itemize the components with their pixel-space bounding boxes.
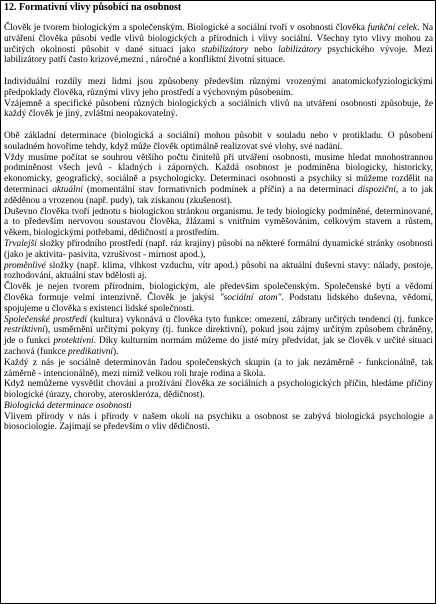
document-title: 12. Formativní vlivy působící na osobnost: [4, 2, 182, 13]
paragraph-psyche-biology: Duševno člověka tvoří jednotu s biologickou stránkou organismu. Je tedy biologicky podmíněné, determinované, a to především nervovou soustavou člověka, žlázami s vnitřním vyměšováním, celkovým stavem a růstem, věkem, biologickými potřebami, dědičností a prostředím.: [4, 206, 433, 239]
paragraph-mutual-influence: Vzájemně a specifické působení různých biologických a sociálních vlivů na utváření osobnosti způsobuje, že každý člověk je jiný, zvláštní neopakovatelný.: [4, 98, 433, 120]
paragraph-permanent-components: Trvalejší složky přírodního prostředí (např. ráz krajiny) působí na některé formální dynamické stránky osobnosti (jako je aktivita- pasivita, vzrušivost - mírnost apod.),: [4, 238, 433, 260]
paragraph-nature-influence: Vlivem přírody v nás i přírody v našem okolí na psychiku a osobnost se zabývá biologická psychologie a biosociologie. Zajímají se především o vliv dědičnosti.: [4, 411, 433, 433]
paragraph-social-groups: Každý z nás je sociálně determinován řadou společenských skupin (a to jak nezáměrně - funkcionálně, tak záměrně - intencionálně), mezi nimiž velkou roli hraje rodina a škola.: [4, 357, 433, 379]
paragraph-social-being: Člověk je nejen tvorem přírodním, biologickým, ale především společenským. Společenské bytí a vědomí člověka formuje velmi intenzivně. Člověk je jakýsi "sociální atom". Podstatu lidského duševna, vědomí, spojujeme u člověka s existencí lidské společnosti.: [4, 282, 434, 314]
paragraph-social-environment: Společenské prostředí (kultura) vykonává u člověka tyto funkce: omezení, zábrany určitých tendencí (tj. funkce restriktivní), usměrnění určitými pokyny (tj. funkce direktivní), pokud jsou zájmy určitým způsobem chráněny, jde o funkci protektivní. Díky kulturním normám můžeme do jisté míry předvídat, jak se člověk v určité situaci zachová (funkce predikativní).: [4, 314, 434, 357]
paragraph-variable-components: proměnlivé složky (např. klima, vlhkost vzduchu, vítr apod.) působí na aktuální duševní stavy: nálady, postoje, rozhodování, aktuální stav bdělosti aj.: [4, 260, 433, 282]
paragraph-determination-types: Vždy musíme počítat se souhrou většího počtu činitelů při utváření osobnosti, musíme hledat mnohostrannou podmíněnost všech jevů - kladných i záporných. Každá osobnost je podmíněna biologicky, historicky, ekonomicky, geografický, sociálně a psychologicky. Determinaci osobnosti a psychiky si můžeme rozdělit na determinaci aktuální (momentální stav formativních podmínek a příčin) a na determinaci dispoziční, a to jak zděděnou a vrozenou (např. pudy), tak získanou (zkušenost).: [4, 152, 433, 206]
paragraph-intro: Člověk je tvorem biologickým a společenským. Biologické a sociální tvoří v osobnosti člověka funkční celek. Na utváření člověka působí vedle vlivů biologických a přírodních i vlivy sociální. Všechny tyto vlivy mohou za určitých okolností působit v dané situaci jako stabilizátory nebo labilizátory psychického vývoje. Mezi labilizátory patří často krizové,mezní , náročné a konfliktní životní situace.: [4, 23, 434, 66]
paragraph-individual-differences: Individuální rozdíly mezi lidmi jsou způsobeny především různými vrozenými anatomickofyziologickými předpoklady člověka, různými vlivy jeho prostředí a výchovným působením.: [4, 76, 433, 98]
paragraph-biological-causes: Když nemůžeme vysvětlit chování a prožívání člověka ze sociálních a psychologických příčin, hledáme příčiny biologické (úrazy, choroby, ateroskleróza, dědičnost).: [4, 379, 433, 401]
subheading-biological-determination: Biologická determinace osobnosti: [4, 400, 132, 411]
paragraph-two-determinations: Obě základní determinace (biologická a sociální) mohou působit v souladu nebo v protikladu. O působení souladném hovoříme tehdy, když může člověk optimálně realizovat své vlohy, své nadání.: [4, 130, 433, 152]
